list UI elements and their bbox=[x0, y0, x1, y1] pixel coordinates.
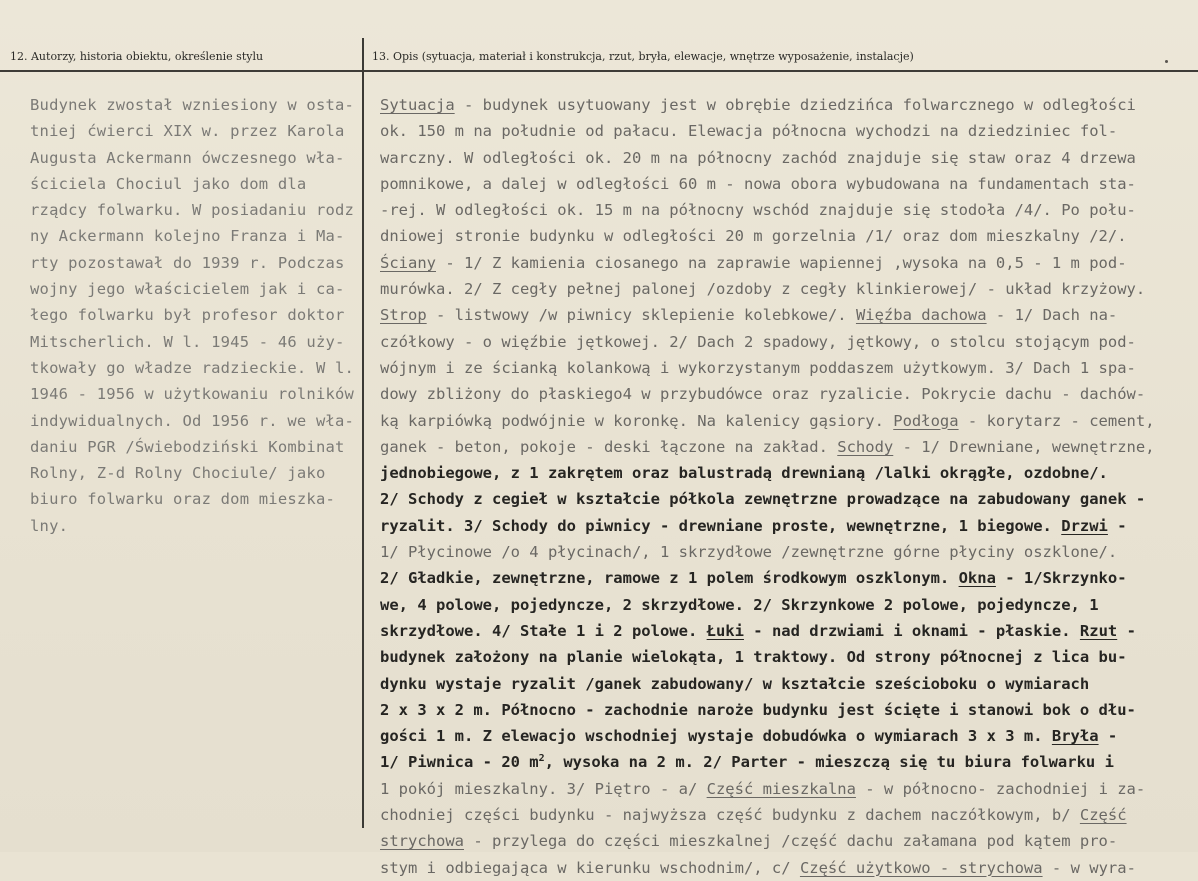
history-line: daniu PGR /Świebodziński Kombinat bbox=[30, 437, 345, 456]
description-line: ganek - beton, pokoje - deski łączone na zakład. Schody - 1/ Drewniane, wewnętrzne, bbox=[380, 437, 1155, 456]
description-line: -rej. W odległości ok. 15 m na północny wschód znajduje się stodoła /4/. Po połu- bbox=[380, 201, 1136, 220]
description-line: 2/ Schody z cegieł w kształcie półkola zewnętrzne prowadzące na zabudowany ganek - bbox=[380, 490, 1146, 509]
description-line: ką karpiówką podwójnie w koronkę. Na kalenicy gąsiory. Podłoga - korytarz - cement, bbox=[380, 411, 1155, 430]
description-line: pomnikowe, a dalej w odległości 60 m - nowa obora wybudowana na fundamentach sta- bbox=[380, 174, 1136, 193]
history-line: lny. bbox=[30, 516, 69, 535]
history-line: ny Ackermann kolejno Franza i Ma- bbox=[30, 227, 345, 246]
description-line: stym i odbiegająca w kierunku wschodnim/, c/ Część użytkowo - strychowa - w wyra- bbox=[380, 858, 1136, 877]
description-line: strychowa - przylega do części mieszkalnej /część dachu załamana pod kątem pro- bbox=[380, 832, 1118, 851]
heading-luki: Łuki bbox=[706, 621, 744, 640]
description-line: warczny. W odległości ok. 20 m na północny zachód znajduje się staw oraz 4 drzewa bbox=[380, 148, 1136, 167]
heading-podloga: Podłoga bbox=[893, 411, 959, 430]
history-line: łego folwarku był profesor doktor bbox=[30, 306, 345, 325]
history-line: tkowały go władze radzieckie. W l. bbox=[30, 358, 355, 377]
section-13-header: 13. Opis (sytuacja, materiał i konstrukcja, rzut, bryła, elewacje, wnętrze wyposażenie, instalacje) bbox=[372, 50, 914, 63]
ink-dot bbox=[1165, 60, 1168, 63]
heading-czesc: Część bbox=[1079, 806, 1127, 825]
history-line: rządcy folwarku. W posiadaniu rodz bbox=[30, 201, 355, 220]
history-line: tniej ćwierci XIX w. przez Karola bbox=[30, 122, 345, 141]
description-line: 1 pokój mieszkalny. 3/ Piętro - a/ Część mieszkalna - w północno- zachodniej i za- bbox=[380, 779, 1146, 798]
description-line: dynku wystaje ryzalit /ganek zabudowany/ w kształcie sześcioboku o wymiarach bbox=[380, 674, 1090, 693]
description-line: dniowej stronie budynku w odległości 20 m gorzelnia /1/ oraz dom mieszkalny /2/. bbox=[380, 227, 1127, 246]
heading-czesc-mieszkalna: Część mieszkalna bbox=[706, 779, 856, 798]
heading-okna: Okna bbox=[958, 569, 996, 588]
history-line: indywidualnych. Od 1956 r. we wła- bbox=[30, 411, 355, 430]
description-line: czółkowy - o więźbie jętkowej. 2/ Dach 2 spadowy, jętkowy, o stolcu stojącym pod- bbox=[380, 332, 1136, 351]
description-line: 2/ Gładkie, zewnętrzne, ramowe z 1 polem środkowym oszklonym. Okna - 1/Skrzynko- bbox=[380, 569, 1127, 588]
heading-schody: Schody bbox=[837, 437, 894, 456]
description-line: 1/ Piwnica - 20 $m^2$, wysoka na 2 m. 2/ Parter - mieszczą się tu biura folwarku i bbox=[380, 753, 1114, 772]
history-line: wojny jego właścicielem jak i ca- bbox=[30, 280, 345, 299]
heading-sytuacja: Sytuacja bbox=[380, 96, 455, 114]
superscript-2: 2 bbox=[538, 753, 545, 765]
description-line: we, 4 polowe, pojedyncze, 2 skrzydłowe. 2/ Skrzynkowe 2 polowe, pojedyncze, 1 bbox=[380, 595, 1099, 614]
description-line: dowy zbliżony do płaskiego4 w przybudówce oraz ryzalicie. Pokrycie dachu - dachów- bbox=[380, 385, 1146, 404]
heading-czesc-uzytkowo-strychowa: Część użytkowo - strychowa bbox=[799, 858, 1043, 877]
history-line: Mitscherlich. W l. 1945 - 46 uży- bbox=[30, 332, 345, 351]
section-12-header: 12. Autorzy, historia obiektu, określenie stylu bbox=[10, 50, 264, 63]
description-column bbox=[380, 92, 1195, 881]
heading-strop: Strop bbox=[380, 306, 427, 325]
description-line: 2 x 3 x 2 m. Północno - zachodnie naroże budynku jest ścięte i stanowi bok o dłu- bbox=[380, 700, 1136, 719]
history-line: biuro folwarku oraz dom mieszka- bbox=[30, 490, 336, 509]
heading-drzwi: Drzwi bbox=[1061, 516, 1108, 535]
description-line: 1/ Płycinowe /o 4 płycinach/, 1 skrzydłowe /zewnętrzne górne płyciny oszklone/. bbox=[380, 543, 1118, 562]
description-line: jednobiegowe, z 1 zakrętem oraz balustradą drewnianą /lalki okrągłe, ozdobne/. bbox=[380, 464, 1108, 483]
history-line: ściciela Chociul jako dom dla bbox=[30, 174, 307, 193]
description-line: skrzydłowe. 4/ Stałe 1 i 2 polowe. Łuki - nad drzwiami i oknami - płaskie. Rzut - bbox=[380, 621, 1136, 640]
history-line: Augusta Ackermann ówczesnego wła- bbox=[30, 148, 345, 167]
history-column bbox=[30, 92, 365, 539]
description-line: ok. 150 m na południe od pałacu. Elewacja północna wychodzi na dziedziniec fol- bbox=[380, 122, 1118, 141]
description-line: wójnym i ze ścianką kolankową i wykorzystanym poddaszem użytkowym. 3/ Dach 1 spa- bbox=[380, 358, 1136, 377]
description-line: ryzalit. 3/ Schody do piwnicy - drewniane proste, wewnętrzne, 1 biegowe. Drzwi - bbox=[380, 516, 1127, 535]
description-line: chodniej części budynku - najwyższa część budynku z dachem naczółkowym, b/ Część bbox=[380, 806, 1127, 825]
header-divider bbox=[0, 70, 1198, 72]
history-line: Budynek zwostał wzniesiony w osta- bbox=[30, 96, 355, 114]
history-line: 1946 - 1956 w użytkowaniu rolników bbox=[30, 385, 355, 404]
description-line: Sytuacja - budynek usytuowany jest w obrębie dziedzińca folwarcznego w odległości bbox=[380, 96, 1136, 114]
heading-bryla: Bryła bbox=[1051, 727, 1099, 746]
description-line: Ściany - 1/ Z kamienia ciosanego na zaprawie wapiennej ,wysoka na 0,5 - 1 m pod- bbox=[380, 253, 1127, 272]
heading-wiezba: Więźba dachowa bbox=[855, 306, 987, 325]
heading-strychowa: strychowa bbox=[380, 832, 464, 851]
description-line: Strop - listwowy /w piwnicy sklepienie kolebkowe/. Więźba dachowa - 1/ Dach na- bbox=[380, 306, 1118, 325]
description-line: gości 1 m. Z elewacjo wschodniej wystaje dobudówka o wymiarach 3 x 3 m. Bryła - bbox=[380, 727, 1118, 746]
history-line: Rolny, Z-d Rolny Chociule/ jako bbox=[30, 464, 326, 483]
heading-rzut: Rzut bbox=[1079, 621, 1118, 640]
description-line: murówka. 2/ Z cegły pełnej palonej /ozdoby z cegły klinkierowej/ - układ krzyżowy. bbox=[380, 280, 1146, 299]
description-line: budynek założony na planie wielokąta, 1 traktowy. Od strony północnej z lica bu- bbox=[380, 648, 1127, 667]
heading-sciany: Ściany bbox=[380, 253, 436, 272]
history-line: rty pozostawał do 1939 r. Podczas bbox=[30, 253, 345, 272]
